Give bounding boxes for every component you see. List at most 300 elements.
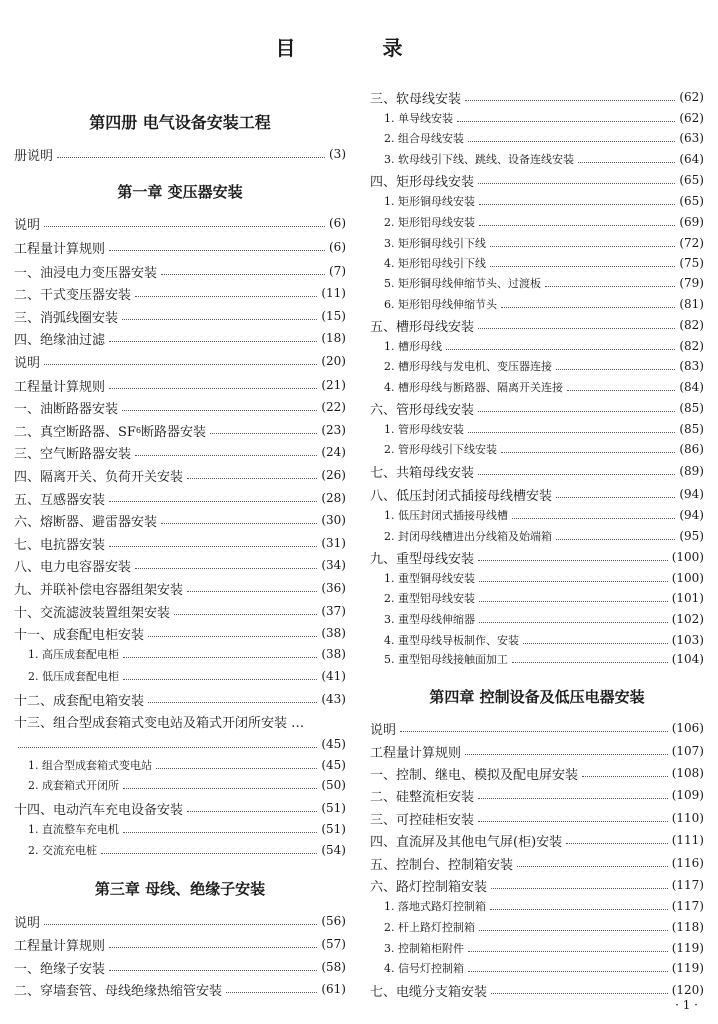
dot-leader xyxy=(478,474,675,475)
toc-entry[interactable] xyxy=(370,764,704,782)
toc-entry-page: (82) xyxy=(679,318,704,332)
toc-entry-page: (95) xyxy=(679,529,704,543)
toc-entry[interactable] xyxy=(370,378,704,396)
dot-leader xyxy=(545,286,675,287)
toc-entry-label: 十、交流滤波装置组架安装 xyxy=(14,605,171,621)
dot-leader xyxy=(556,539,675,540)
toc-entry-page: (111) xyxy=(671,833,704,847)
dot-leader xyxy=(517,866,668,867)
toc-entry-label: 九、并联补偿电容器组架安装 xyxy=(14,582,184,598)
dot-leader xyxy=(457,121,675,122)
toc-entry-label: 五、互感器安装 xyxy=(14,492,106,508)
toc-entry-label: 一、绝缘子安装 xyxy=(14,961,106,977)
toc-entry[interactable] xyxy=(370,569,704,587)
toc-entry-page: (43) xyxy=(321,692,346,706)
toc-entry-page: (86) xyxy=(679,442,704,456)
dot-leader xyxy=(187,811,317,812)
dot-leader xyxy=(479,601,668,602)
toc-entry-label: 四、隔离开关、负荷开关安装 xyxy=(14,469,184,485)
toc-entry-page: (116) xyxy=(671,856,704,870)
toc-entry-page: (103) xyxy=(671,633,704,647)
toc-entry[interactable] xyxy=(370,631,704,649)
chapter-heading: 第一章 变压器安装 xyxy=(117,183,243,201)
dot-leader xyxy=(187,478,317,479)
toc-entry-label: 工程量计算规则 xyxy=(14,241,106,257)
toc-entry-page: (6) xyxy=(329,240,346,254)
toc-entry[interactable] xyxy=(14,935,346,953)
dot-leader xyxy=(109,970,317,971)
dot-leader xyxy=(468,971,668,972)
toc-entry-page: (117) xyxy=(671,899,704,913)
dot-leader xyxy=(566,843,668,844)
dot-leader xyxy=(490,246,675,247)
toc-entry-label: 九、重型母线安装 xyxy=(370,551,475,567)
toc-entry[interactable] xyxy=(14,534,346,552)
toc-entry-page: (7) xyxy=(329,264,346,278)
toc-entry[interactable] xyxy=(14,712,346,730)
toc-entry-label: 三、软母线安装 xyxy=(370,91,462,107)
toc-entry-label: 4. 槽形母线与断路器、隔离开关连接 xyxy=(384,381,563,394)
toc-entry[interactable] xyxy=(370,959,704,977)
toc-entry-label: 十三、组合型成套箱式变电站及箱式开闭所安装 … xyxy=(14,715,305,731)
toc-entry-label: 二、干式变压器安装 xyxy=(14,287,132,303)
toc-entry[interactable] xyxy=(370,809,704,827)
dot-leader xyxy=(109,250,325,251)
toc-entry[interactable] xyxy=(370,831,704,849)
toc-entry-label: 二、穿墙套管、母线绝缘热缩管安装 xyxy=(14,983,223,999)
toc-entry[interactable] xyxy=(370,420,704,438)
dot-leader xyxy=(512,518,675,519)
dot-leader xyxy=(491,993,668,994)
toc-entry-page: (89) xyxy=(679,464,704,478)
toc-entry[interactable] xyxy=(370,610,704,628)
toc-entry-label: 四、矩形母线安装 xyxy=(370,174,475,190)
dot-leader xyxy=(556,369,675,370)
dot-leader xyxy=(135,455,317,456)
toc-entry[interactable] xyxy=(14,958,346,976)
toc-entry[interactable] xyxy=(14,398,346,416)
toc-entry-page: (37) xyxy=(321,604,346,618)
toc-entry-page: (22) xyxy=(321,400,346,414)
toc-entry[interactable] xyxy=(14,262,346,280)
toc-entry[interactable] xyxy=(14,579,346,597)
toc-entry[interactable] xyxy=(370,88,704,106)
dot-leader xyxy=(512,662,668,663)
toc-entry-page: (24) xyxy=(321,445,346,459)
toc-entry-page: (30) xyxy=(321,513,346,527)
toc-entry[interactable] xyxy=(14,799,346,817)
toc-entry-page: (85) xyxy=(679,422,704,436)
toc-entry[interactable] xyxy=(370,854,704,872)
toc-entry-page: (82) xyxy=(679,339,704,353)
toc-entry-label: 八、电力电容器安装 xyxy=(14,559,132,575)
toc-entry-page: (65) xyxy=(679,194,704,208)
dot-leader xyxy=(479,622,668,623)
toc-entry-page: (101) xyxy=(671,591,704,605)
toc-entry-page: (117) xyxy=(671,878,704,892)
dot-leader xyxy=(478,183,675,184)
toc-entry-page: (100) xyxy=(671,550,704,564)
toc-entry[interactable] xyxy=(14,466,346,484)
toc-entry-label: 说明 xyxy=(14,217,41,233)
dot-leader xyxy=(210,433,317,434)
dot-leader xyxy=(109,546,317,547)
toc-entry-page: (62) xyxy=(679,111,704,125)
dot-leader xyxy=(556,497,675,498)
toc-entry[interactable] xyxy=(370,719,704,737)
toc-entry-page: (34) xyxy=(321,558,346,572)
toc-entry-page: (110) xyxy=(671,811,704,825)
toc-entry[interactable] xyxy=(14,238,346,256)
toc-entry-page: (106) xyxy=(671,721,704,735)
toc-entry[interactable] xyxy=(370,109,704,127)
toc-entry[interactable] xyxy=(370,786,704,804)
toc-entry[interactable] xyxy=(14,352,346,370)
toc-entry[interactable] xyxy=(370,234,704,252)
dot-leader xyxy=(465,754,668,755)
toc-entry-label: 6. 矩形铝母线伸缩节头 xyxy=(384,298,497,311)
toc-entry-page: (11) xyxy=(321,286,346,300)
toc-entry-page: (69) xyxy=(679,215,704,229)
toc-entry[interactable] xyxy=(14,980,346,998)
toc-entry-page: (45) xyxy=(321,758,346,772)
toc-entry-label: 1. 矩形铜母线安装 xyxy=(384,195,475,208)
toc-entry-label: 1. 组合型成套箱式变电站 xyxy=(28,759,152,772)
toc-entry-page: (54) xyxy=(321,843,346,857)
toc-entry-label: 说明 xyxy=(14,915,41,931)
toc-entry[interactable] xyxy=(370,399,704,417)
toc-entry[interactable] xyxy=(14,776,346,794)
toc-entry-label: 三、可控硅柜安装 xyxy=(370,812,475,828)
toc-entry-page: (56) xyxy=(321,914,346,928)
toc-entry[interactable] xyxy=(370,129,704,147)
toc-entry-label: 4. 信号灯控制箱 xyxy=(384,962,464,975)
dot-leader xyxy=(478,821,668,822)
dot-leader xyxy=(44,924,317,925)
toc-entry-label: 2. 槽形母线与发电机、变压器连接 xyxy=(384,360,552,373)
toc-entry[interactable] xyxy=(370,485,704,503)
dot-leader xyxy=(578,162,675,163)
toc-entry[interactable] xyxy=(370,742,704,760)
toc-entry-label: 1. 低压封闭式插接母线槽 xyxy=(384,509,508,522)
toc-entry[interactable] xyxy=(14,624,346,642)
dot-leader xyxy=(123,788,317,789)
toc-entry[interactable] xyxy=(370,897,704,915)
toc-entry-label: 六、熔断器、避雷器安装 xyxy=(14,514,158,530)
toc-entry-label: 十一、成套配电柜安装 xyxy=(14,627,145,643)
dot-leader xyxy=(582,776,668,777)
toc-entry-page: (41) xyxy=(321,669,346,683)
toc-entry-label: 五、控制台、控制箱安装 xyxy=(370,857,514,873)
toc-entry[interactable] xyxy=(14,511,346,529)
toc-entry-page: (62) xyxy=(679,90,704,104)
dot-leader xyxy=(122,410,317,411)
toc-entry-page: (26) xyxy=(321,468,346,482)
toc-entry-page: (64) xyxy=(679,152,704,166)
chapter-heading: 第三章 母线、绝缘子安装 xyxy=(94,880,266,898)
toc-entry-label: 5. 矩形铜母线伸缩节头、过渡板 xyxy=(384,277,541,290)
toc-entry-page: (63) xyxy=(679,131,704,145)
toc-entry-label: 2. 成套箱式开闭所 xyxy=(28,779,119,792)
toc-entry-page: (15) xyxy=(321,309,346,323)
toc-entry[interactable] xyxy=(14,214,346,232)
toc-entry[interactable] xyxy=(370,316,704,334)
page-number: · 1 · xyxy=(675,998,698,1012)
toc-entry[interactable] xyxy=(14,556,346,574)
toc-entry-label: 一、油浸电力变压器安装 xyxy=(14,265,158,281)
toc-entry[interactable] xyxy=(370,939,704,957)
dot-leader xyxy=(523,643,668,644)
toc-entry-label: 2. 矩形铝母线安装 xyxy=(384,216,475,229)
toc-entry-page: (109) xyxy=(671,788,704,802)
toc-entry[interactable] xyxy=(370,337,704,355)
toc-entry-page: (28) xyxy=(321,491,346,505)
toc-entry[interactable] xyxy=(14,489,346,507)
toc-entry[interactable] xyxy=(370,527,704,545)
toc-entry[interactable] xyxy=(14,145,346,163)
toc-entry-label: 十四、电动汽车充电设备安装 xyxy=(14,802,184,818)
toc-entry[interactable] xyxy=(370,295,704,313)
toc-entry-label: 1. 管形母线安装 xyxy=(384,423,464,436)
dot-leader xyxy=(465,100,675,101)
toc-entry[interactable] xyxy=(14,841,346,859)
dot-leader xyxy=(122,319,317,320)
toc-entry-label: 册说明 xyxy=(14,148,54,164)
toc-entry-page: (81) xyxy=(679,297,704,311)
toc-entry-page: (108) xyxy=(671,766,704,780)
toc-entry-page: (79) xyxy=(679,276,704,290)
toc-entry[interactable] xyxy=(14,820,346,838)
toc-entry-label: 七、电缆分支箱安装 xyxy=(370,984,488,1000)
chapter-heading: 第四章 控制设备及低压电器安装 xyxy=(429,688,645,706)
toc-entry[interactable] xyxy=(370,548,704,566)
toc-entry-page: (107) xyxy=(671,744,704,758)
dot-leader xyxy=(478,328,675,329)
toc-entry-subscript: 6 xyxy=(135,425,142,435)
toc-entry-page: (94) xyxy=(679,508,704,522)
dot-leader xyxy=(123,657,317,658)
dot-leader xyxy=(491,888,668,889)
toc-entry-label: 1. 槽形母线 xyxy=(384,340,442,353)
toc-entry[interactable] xyxy=(370,357,704,375)
toc-entry[interactable] xyxy=(370,589,704,607)
dot-leader xyxy=(161,274,325,275)
dot-leader xyxy=(109,388,317,389)
toc-entry-label: 1. 落地式路灯控制箱 xyxy=(384,900,486,913)
dot-leader xyxy=(400,731,668,732)
toc-entry-label: 三、消弧线圈安装 xyxy=(14,310,119,326)
dot-leader xyxy=(479,930,668,931)
toc-entry[interactable] xyxy=(370,254,704,272)
dot-leader xyxy=(148,702,317,703)
dot-leader xyxy=(187,591,317,592)
toc-entry-page: (31) xyxy=(321,536,346,550)
toc-entry[interactable] xyxy=(14,912,346,930)
toc-entry[interactable] xyxy=(370,876,704,894)
book-title: 第四册 电气设备安装工程 xyxy=(89,113,271,132)
toc-entry-label: 2. 管形母线引下线安装 xyxy=(384,443,497,456)
dot-leader xyxy=(123,832,317,833)
toc-entry[interactable] xyxy=(14,421,346,439)
dot-leader xyxy=(44,226,325,227)
toc-entry-page: (57) xyxy=(321,937,346,951)
toc-entry[interactable] xyxy=(14,307,346,325)
dot-leader xyxy=(109,501,317,502)
toc-entry-label: 八、低压封闭式插接母线槽安装 xyxy=(370,488,553,504)
toc-entry-label: 5. 重型铝母线接触面加工 xyxy=(384,653,508,666)
toc-entry[interactable] xyxy=(370,150,704,168)
toc-entry-page: (100) xyxy=(671,571,704,585)
dot-leader xyxy=(57,157,325,158)
toc-entry-label: 2. 杆上路灯控制箱 xyxy=(384,921,475,934)
toc-entry[interactable] xyxy=(14,667,346,685)
toc-entry[interactable] xyxy=(370,650,704,668)
toc-entry[interactable] xyxy=(14,690,346,708)
toc-entry-label: 工程量计算规则 xyxy=(370,745,462,761)
toc-entry-page: (94) xyxy=(679,487,704,501)
dot-leader xyxy=(135,568,317,569)
toc-entry-label: 3. 重型母线伸缩器 xyxy=(384,613,475,626)
toc-entry[interactable] xyxy=(14,329,346,347)
toc-entry-page: (84) xyxy=(679,380,704,394)
dot-leader xyxy=(44,364,317,365)
toc-entry-page: (36) xyxy=(321,581,346,595)
dot-leader xyxy=(478,560,668,561)
toc-entry-label: 六、路灯控制箱安装 xyxy=(370,879,488,895)
toc-entry[interactable] xyxy=(14,735,346,753)
toc-entry-label: 1. 单导线安装 xyxy=(384,112,453,125)
dot-leader xyxy=(161,523,317,524)
toc-entry[interactable] xyxy=(370,918,704,936)
dot-leader xyxy=(123,679,317,680)
dot-leader xyxy=(567,390,675,391)
toc-entry[interactable] xyxy=(14,376,346,394)
toc-entry-label: 四、绝缘油过滤 xyxy=(14,332,106,348)
toc-entry-label: 说明 xyxy=(14,355,41,371)
dot-leader xyxy=(148,636,317,637)
dot-leader xyxy=(109,341,317,342)
toc-entry[interactable] xyxy=(14,756,346,774)
toc-entry-page: (38) xyxy=(321,647,346,661)
toc-entry[interactable] xyxy=(370,506,704,524)
toc-entry-page: (18) xyxy=(321,331,346,345)
dot-leader xyxy=(226,992,317,993)
toc-entry[interactable] xyxy=(370,274,704,292)
toc-entry-label: 2. 低压成套配电柜 xyxy=(28,670,119,683)
toc-entry-page: (45) xyxy=(321,737,346,751)
dot-leader xyxy=(156,768,317,769)
toc-entry-page: (61) xyxy=(321,982,346,996)
toc-entry-page: (119) xyxy=(671,961,704,975)
toc-entry-label-tail: 断路器安装 xyxy=(141,424,207,440)
toc-entry-label: 工程量计算规则 xyxy=(14,938,106,954)
toc-entry-label: 2. 重型铝母线安装 xyxy=(384,592,475,605)
dot-leader xyxy=(478,798,668,799)
toc-entry-label: 2. 组合母线安装 xyxy=(384,132,464,145)
toc-entry-label: 3. 控制箱柜附件 xyxy=(384,942,464,955)
toc-entry-label: 1. 高压成套配电柜 xyxy=(28,648,119,661)
toc-entry-page: (85) xyxy=(679,401,704,415)
toc-entry-page: (83) xyxy=(679,359,704,373)
toc-entry-page: (119) xyxy=(671,941,704,955)
toc-entry[interactable] xyxy=(370,462,704,480)
dot-leader xyxy=(479,581,668,582)
toc-entry-label: 1. 重型铜母线安装 xyxy=(384,572,475,585)
toc-entry[interactable] xyxy=(370,192,704,210)
toc-entry-label: 3. 矩形铜母线引下线 xyxy=(384,237,486,250)
toc-entry-page: (38) xyxy=(321,626,346,640)
dot-leader xyxy=(468,951,668,952)
toc-entry-page: (75) xyxy=(679,256,704,270)
toc-entry-page: (120) xyxy=(671,983,704,997)
toc-entry[interactable] xyxy=(370,981,704,999)
toc-entry-label: 五、槽形母线安装 xyxy=(370,319,475,335)
toc-entry-label: 三、空气断路器安装 xyxy=(14,446,132,462)
toc-entry[interactable] xyxy=(14,443,346,461)
dot-leader xyxy=(135,296,317,297)
toc-entry-label: 六、管形母线安装 xyxy=(370,402,475,418)
toc-entry[interactable] xyxy=(370,171,704,189)
toc-entry[interactable] xyxy=(370,213,704,231)
toc-entry-label: 1. 直流整车充电机 xyxy=(28,823,119,836)
toc-entry-page: (23) xyxy=(321,423,346,437)
dot-leader xyxy=(109,947,317,948)
toc-entry[interactable] xyxy=(14,645,346,663)
toc-entry-label: 一、控制、继电、模拟及配电屏安装 xyxy=(370,767,579,783)
toc-entry-label: 七、电抗器安装 xyxy=(14,537,106,553)
toc-entry-label: 二、真空断路器、SF xyxy=(14,424,136,440)
toc-entry[interactable] xyxy=(14,284,346,302)
toc-entry[interactable] xyxy=(370,440,704,458)
toc-entry-page: (50) xyxy=(321,778,346,792)
toc-entry-page: (118) xyxy=(671,920,704,934)
dot-leader xyxy=(446,349,675,350)
toc-entry-page: (20) xyxy=(321,354,346,368)
toc-entry-page: (6) xyxy=(329,216,346,230)
toc-entry-page: (21) xyxy=(321,378,346,392)
toc-entry-page: (65) xyxy=(679,173,704,187)
dot-leader xyxy=(501,452,675,453)
dot-leader xyxy=(501,307,675,308)
toc-entry-page: (51) xyxy=(321,822,346,836)
dot-leader xyxy=(468,432,675,433)
toc-entry-page: (104) xyxy=(671,652,704,666)
toc-entry-page: (3) xyxy=(329,147,346,161)
dot-leader xyxy=(490,266,675,267)
toc-entry-page: (72) xyxy=(679,236,704,250)
toc-entry[interactable] xyxy=(14,602,346,620)
dot-leader xyxy=(18,747,317,748)
toc-entry-label: 一、油断路器安装 xyxy=(14,401,119,417)
toc-entry-label: 二、硅整流柜安装 xyxy=(370,789,475,805)
toc-entry-label: 2. 封闭母线槽进出分线箱及始端箱 xyxy=(384,530,552,543)
toc-entry-label: 4. 矩形铝母线引下线 xyxy=(384,257,486,270)
toc-entry-label: 七、共箱母线安装 xyxy=(370,465,475,481)
toc-entry-page: (51) xyxy=(321,801,346,815)
toc-entry-label: 3. 软母线引下线、跳线、设备连线安装 xyxy=(384,153,574,166)
dot-leader xyxy=(490,909,668,910)
dot-leader xyxy=(479,225,675,226)
toc-entry-label: 四、直流屏及其他电气屏(柜)安装 xyxy=(370,834,563,850)
toc-entry-label: 2. 交流充电桩 xyxy=(28,844,97,857)
toc-entry-label: 4. 重型母线导板制作、安装 xyxy=(384,634,519,647)
page-title: 目 录 xyxy=(275,36,443,60)
toc-entry-page: (58) xyxy=(321,960,346,974)
dot-leader xyxy=(101,853,317,854)
toc-entry-label: 说明 xyxy=(370,722,397,738)
dot-leader xyxy=(174,614,317,615)
toc-entry-label: 工程量计算规则 xyxy=(14,379,106,395)
